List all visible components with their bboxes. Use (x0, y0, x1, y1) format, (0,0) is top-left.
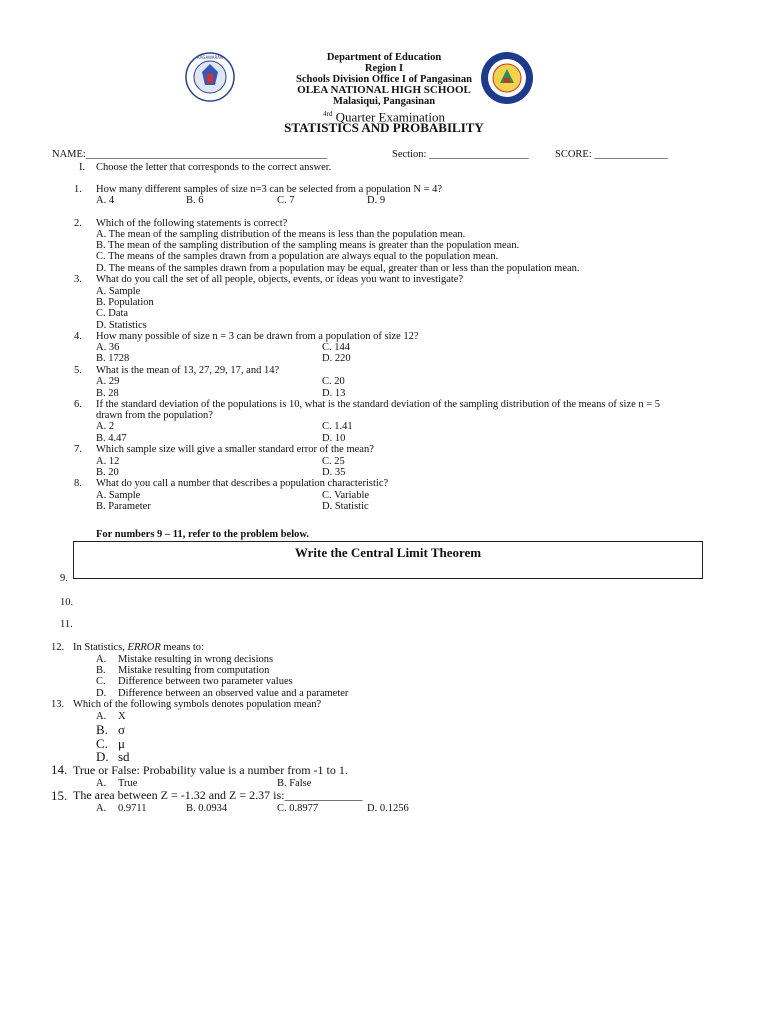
q4-number: 4. (74, 331, 82, 342)
department-title: Department of Education (326, 52, 442, 63)
q5-number: 5. (74, 365, 82, 376)
q6-text-line1: If the standard deviation of the populations is 10, what is the standard deviation of the sampling distribution of the means of size n = 5 (96, 399, 661, 410)
q15-option-a[interactable]: 0.9711 (118, 803, 147, 814)
q7-option-a[interactable]: A. 12 (96, 456, 120, 467)
q8-option-a[interactable]: A. Sample (96, 490, 141, 501)
q13-option-d[interactable]: sd (118, 749, 130, 764)
q3-option-c[interactable]: C. Data (96, 308, 129, 319)
q3-text: What do you call the set of all people, objects, events, or ideas you want to investigate? (96, 274, 464, 285)
q12-text (73, 642, 204, 653)
q5-option-d[interactable]: D. 13 (322, 388, 346, 399)
q1-option-b[interactable]: B. 6 (186, 195, 204, 206)
central-limit-theorem-box (73, 541, 703, 579)
q14-option-a[interactable]: True (118, 778, 138, 789)
q7-option-b[interactable]: B. 20 (96, 467, 119, 478)
q2-option-b[interactable]: B. The mean of the sampling distribution of the sampling means is greater than the population mean. (96, 240, 520, 251)
q12-option-a-letter: A. (96, 654, 107, 665)
q12-prefix: In Statistics, (73, 642, 128, 653)
q3-option-b[interactable]: B. Population (96, 297, 154, 308)
q12-option-b-letter: B. (96, 665, 106, 676)
q12-option-d[interactable]: Difference between an observed value and a parameter (118, 688, 349, 699)
q13-option-c[interactable]: μ (118, 736, 125, 751)
svg-text:KAGAWARAN: KAGAWARAN (197, 55, 223, 60)
q5-text: What is the mean of 13, 27, 29, 17, and 14? (96, 365, 280, 376)
q13-option-a[interactable]: X (118, 711, 126, 722)
q4-option-c[interactable]: C. 144 (322, 342, 351, 353)
q12-option-c-letter: C. (96, 676, 106, 687)
q14-number: 14. (51, 762, 68, 777)
q1-option-a[interactable]: A. 4 (96, 195, 115, 206)
q1-option-c[interactable]: C. 7 (277, 195, 295, 206)
q11-number: 11. (60, 619, 73, 630)
q6-text-line2: drawn from the population? (96, 410, 213, 421)
q15-option-d[interactable]: D. 0.1256 (367, 803, 409, 814)
q6-option-a[interactable]: A. 2 (96, 421, 115, 432)
q12-suffix: means to: (160, 642, 204, 653)
q4-text: How many possible of size n = 3 can be drawn from a population of size 12? (96, 331, 419, 342)
q13-option-c-letter: C. (96, 736, 108, 751)
subject-title: STATISTICS AND PROBABILITY (284, 120, 484, 135)
q6-option-d[interactable]: D. 10 (322, 433, 346, 444)
q2-option-c[interactable]: C. The means of the samples drawn from a population are always equal to the population mean. (96, 251, 499, 262)
section-field[interactable]: Section: ___________________ (392, 149, 529, 160)
q6-option-b[interactable]: B. 4.47 (96, 433, 127, 444)
q14-text: True or False: Probability value is a number from -1 to 1. (73, 763, 348, 777)
division-office-title: Schools Division Office I of Pangasinan (296, 74, 472, 85)
q13-option-d-letter: D. (96, 749, 109, 764)
q8-option-c[interactable]: C. Variable (322, 490, 370, 501)
q15-option-b[interactable]: B. 0.0934 (186, 803, 228, 814)
school-location: Malasiqui, Pangasinan (332, 96, 436, 107)
q15-option-a-letter: A. (96, 803, 107, 814)
q8-text: What do you call a number that describes a population characteristic? (96, 478, 389, 489)
q15-option-c[interactable]: C. 0.8977 (277, 803, 319, 814)
q13-option-b[interactable]: σ (118, 722, 126, 737)
q7-number: 7. (74, 444, 82, 455)
school-name: OLEA NATIONAL HIGH SCHOOL (297, 84, 471, 96)
q12-option-a[interactable]: Mistake resulting in wrong decisions (118, 654, 274, 665)
quarter-superscript: 4rd (323, 110, 333, 118)
q15-text: The area between Z = -1.32 and Z = 2.37 is:_____________ (73, 788, 363, 802)
deped-seal-logo (185, 52, 235, 102)
refer-instruction: For numbers 9 – 11, refer to the problem below. (96, 529, 309, 540)
q15-number: 15. (51, 788, 68, 803)
q1-number: 1. (74, 184, 82, 195)
q4-option-d[interactable]: D. 220 (322, 353, 351, 364)
q1-option-d[interactable]: D. 9 (367, 195, 386, 206)
q12-error-term: ERROR (127, 642, 161, 653)
q5-option-b[interactable]: B. 28 (96, 388, 119, 399)
q8-number: 8. (74, 478, 82, 489)
q13-number: 13. (51, 699, 65, 710)
q4-option-a[interactable]: A. 36 (96, 342, 120, 353)
q3-number: 3. (74, 274, 82, 285)
q9-number: 9. (60, 573, 68, 584)
q3-option-a[interactable]: A. Sample (96, 286, 141, 297)
q13-option-a-letter: A. (96, 711, 107, 722)
q2-text: Which of the following statements is correct? (96, 218, 288, 229)
q4-option-b[interactable]: B. 1728 (96, 353, 130, 364)
q7-text: Which sample size will give a smaller standard error of the mean? (96, 444, 374, 455)
q3-option-d[interactable]: D. Statistics (96, 320, 147, 331)
name-field[interactable]: NAME:______________________________________________ (52, 149, 328, 160)
box-title: Write the Central Limit Theorem (294, 545, 482, 560)
q6-option-c[interactable]: C. 1.41 (322, 421, 353, 432)
q5-option-a[interactable]: A. 29 (96, 376, 120, 387)
q2-number: 2. (74, 218, 82, 229)
q2-option-d[interactable]: D. The means of the samples drawn from a population may be equal, greater than or less than the population mean. (96, 263, 580, 274)
region-title: Region I (364, 63, 404, 74)
q12-option-d-letter: D. (96, 688, 107, 699)
part-instruction: Choose the letter that corresponds to the correct answer. (96, 162, 332, 173)
q2-option-a[interactable]: A. The mean of the sampling distribution of the means is less than the population mean. (96, 229, 466, 240)
q6-number: 6. (74, 399, 82, 410)
q10-number: 10. (60, 597, 74, 608)
q14-option-b[interactable]: B. False (277, 778, 312, 789)
q14-option-a-letter: A. (96, 778, 107, 789)
q7-option-c[interactable]: C. 25 (322, 456, 345, 467)
score-field[interactable]: SCORE: ______________ (555, 149, 668, 160)
q1-text: How many different samples of size n=3 can be selected from a population N = 4? (96, 184, 443, 195)
q5-option-c[interactable]: C. 20 (322, 376, 345, 387)
q12-number: 12. (51, 642, 65, 653)
q12-option-b[interactable]: Mistake resulting from computation (118, 665, 270, 676)
q8-option-b[interactable]: B. Parameter (96, 501, 151, 512)
part-numeral: I. (79, 162, 86, 173)
q7-option-d[interactable]: D. 35 (322, 467, 346, 478)
quarter-exam-text: Quarter Examination (335, 109, 445, 125)
q12-option-c[interactable]: Difference between two parameter values (118, 676, 293, 687)
q13-option-b-letter: B. (96, 722, 108, 737)
q8-option-d[interactable]: D. Statistic (322, 501, 369, 512)
q13-text: Which of the following symbols denotes population mean? (73, 699, 322, 710)
